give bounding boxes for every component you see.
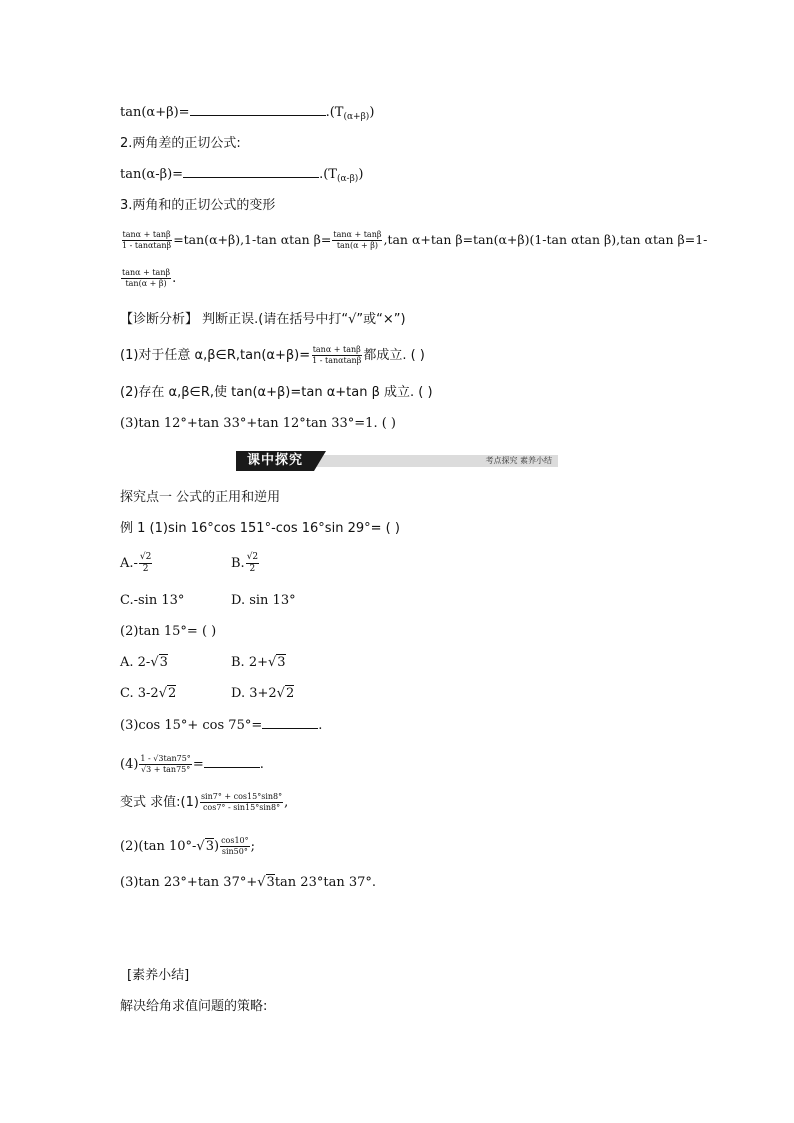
section-banner: [236, 451, 558, 471]
q3-blank[interactable]: [262, 716, 318, 729]
example1-q3: (3)cos 15°+ cos 75°= .: [120, 718, 323, 733]
variant-q1: 变式 求值:(1) $\frac{\sin 7^\circ + \cos 15^\circ\sin 8^\circ}{\cos 7^\circ - \sin 15^\circ\sin 8^\circ}$ ,: [120, 792, 289, 812]
formula-text: ,tan α+tan β=tan(α+β)(1-tan αtan β),tan αtan β=1-: [383, 232, 708, 247]
sqrt: √2: [276, 686, 295, 701]
tan-diff-formula-line: [120, 165, 363, 189]
option-b2[interactable]: B. 2+√3: [231, 653, 286, 673]
tan-variant-line2: [120, 268, 176, 289]
formula-text: =tan(α+β),1-tan αtan β=: [173, 232, 332, 247]
option-a1[interactable]: A.- $\frac{√2}{2}$: [120, 552, 152, 574]
example1-q1: 例 1 (1)sin 16°cos 151°-cos 16°sin 29°= ( ): [120, 521, 400, 536]
tan-diff-label: .(T: [319, 167, 337, 182]
variant-q2: (2)(tan 10°-√3) $\frac{\cos 10^\circ}{\sin 50^\circ}$ ;: [120, 836, 256, 856]
fraction: $\frac{\tan\alpha + \tan\beta}{1 - \tan\alpha\tan\beta}$: [312, 345, 362, 365]
option-a2[interactable]: A. 2-√3: [120, 653, 168, 673]
q4-blank[interactable]: [204, 755, 260, 768]
banner-nav: 考点探究 素养小结: [485, 456, 552, 465]
fraction: $\frac{\tan\alpha + \tan\beta}{1 - \tan\alpha\tan\beta}$: [122, 230, 172, 250]
formula-text: .: [172, 271, 177, 286]
example1-q4: (4) $\frac{1 - √3\tan 75^\circ}{√3 + \tan 75^\circ}$ = .: [120, 754, 264, 774]
fraction: $\frac{√2}{2}$: [246, 552, 259, 574]
tan-sum-formula-line: [120, 103, 374, 127]
option-c2[interactable]: C. 3-2√2: [120, 684, 176, 704]
sqrt: √3: [196, 839, 214, 854]
summary-title: [素养小结]: [127, 968, 190, 983]
tan-sum-blank[interactable]: [190, 103, 326, 116]
diagnosis-q3[interactable]: (3)tan 12°+tan 33°+tan 12°tan 33°=1. ( ): [120, 416, 396, 431]
fraction: $\frac{√2}{2}$: [139, 552, 152, 574]
tan-diff-lhs: tan(α-β)=: [120, 167, 184, 182]
variant-q3: (3)tan 23°+tan 37°+√3tan 23°tan 37°.: [120, 873, 376, 893]
tan-diff-blank[interactable]: [183, 165, 319, 178]
diagnosis-q1: [120, 345, 425, 366]
fraction: $\frac{\tan\alpha + \tan\beta}{\tan(\alpha + \beta)}$: [333, 230, 382, 250]
tan-sum-sub: (α+β): [343, 112, 370, 122]
tan-variant-line1: [120, 230, 707, 251]
explore-point1-title: 探究点一 公式的正用和逆用: [120, 490, 281, 505]
tan-diff-sub: (α-β): [336, 174, 359, 184]
tan-sum-label: .(T: [325, 105, 344, 120]
sqrt: √3: [267, 655, 286, 670]
option-b1[interactable]: B. $\frac{√2}{2}$: [231, 552, 259, 574]
q1-text: (1)对于任意 α,β∈R,tan(α+β)=: [120, 348, 311, 363]
sqrt: √3: [150, 655, 168, 670]
fraction: $\frac{\cos 10^\circ}{\sin 50^\circ}$: [221, 836, 249, 856]
summary-text: 解决给角求值问题的策略:: [120, 999, 268, 1014]
q1-answer-paren[interactable]: 都成立. ( ): [363, 348, 425, 363]
sqrt: √3: [257, 875, 275, 890]
example1-q2: (2)tan 15°= ( ): [120, 624, 217, 639]
tan-sum-lhs: tan(α+β)=: [120, 105, 190, 120]
fraction: $\frac{\tan\alpha + \tan\beta}{\tan(\alpha + \beta)}$: [122, 268, 171, 288]
heading-tan-difference: 2.两角差的正切公式:: [120, 136, 241, 151]
fraction: $\frac{1 - √3\tan 75^\circ}{√3 + \tan 75^\circ}$: [140, 754, 191, 774]
tan-diff-close: ): [358, 167, 364, 182]
option-d1[interactable]: D. sin 13°: [231, 593, 296, 608]
diagnosis-title: 【诊断分析】 判断正误.(请在括号中打“√”或“×”): [120, 312, 406, 327]
option-d2[interactable]: D. 3+2√2: [231, 684, 294, 704]
sqrt: √2: [158, 686, 177, 701]
diagnosis-q2[interactable]: (2)存在 α,β∈R,使 tan(α+β)=tan α+tan β 成立. ( ): [120, 385, 433, 400]
tan-sum-close: ): [369, 105, 375, 120]
option-c1[interactable]: C.-sin 13°: [120, 593, 185, 608]
fraction: $\frac{\sin 7^\circ + \cos 15^\circ\sin 8^\circ}{\cos 7^\circ - \sin 15^\circ\sin 8^\circ}$: [200, 792, 283, 812]
heading-tan-variants: 3.两角和的正切公式的变形: [120, 198, 276, 213]
banner-triangle: [314, 451, 326, 471]
banner-tag: 课中探究: [236, 451, 314, 471]
